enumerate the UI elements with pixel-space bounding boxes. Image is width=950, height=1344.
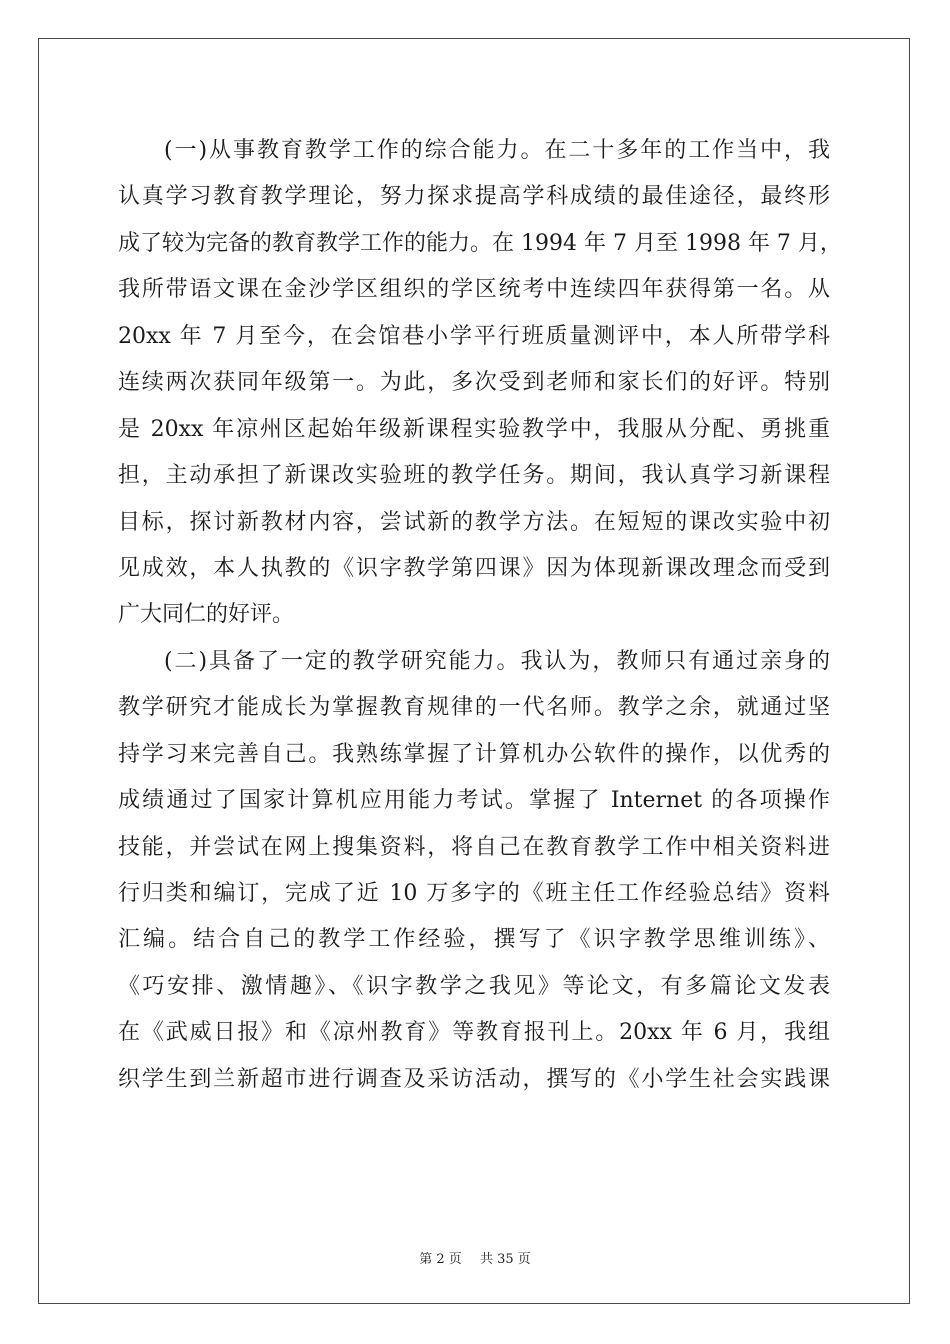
text-line: 成绩通过了国家计算机应用能力考试。掌握了 Internet 的各项操作 xyxy=(118,788,830,814)
page-number: 第 2 页 xyxy=(419,1252,462,1267)
text-line: 成了较为完备的教育教学工作的能力。在 1994 年 7 月至 1998 年 7 月， xyxy=(118,230,842,256)
text-line: 目标，探讨新教材内容，尝试新的教学方法。在短短的课改实验中初 xyxy=(118,509,830,535)
text-line: 在《武威日报》和《凉州教育》等教育报刊上。20xx 年 6 月，我组 xyxy=(118,1020,830,1046)
text-line: 持学习来完善自己。我熟练掌握了计算机办公软件的操作，以优秀的 xyxy=(118,741,830,767)
text-line: (二)具备了一定的教学研究能力。我认为，教师只有通过亲身的 xyxy=(164,648,830,674)
text-line: 认真学习教育教学理论，努力探求提高学科成绩的最佳途径，最终形 xyxy=(118,184,830,210)
text-line: 织学生到兰新超市进行调查及采访活动，撰写的《小学生社会实践课 xyxy=(118,1066,830,1092)
text-line: 见成效，本人执教的《识字教学第四课》因为体现新课改理念而受到 xyxy=(118,555,830,581)
text-line: 连续两次获同年级第一。为此，多次受到老师和家长们的好评。特别 xyxy=(118,370,830,396)
text-line: 是 20xx 年凉州区起始年级新课程实验教学中，我服从分配、勇挑重 xyxy=(118,416,830,442)
text-line: 技能，并尝试在网上搜集资料，将自己在教育教学工作中相关资料进 xyxy=(118,834,830,860)
text-line: 担，主动承担了新课改实验班的教学任务。期间，我认真学习新课程 xyxy=(118,463,830,489)
text-line: (一)从事教育教学工作的综合能力。在二十多年的工作当中，我 xyxy=(164,138,830,163)
text-line: 20xx 年 7 月至今，在会馆巷小学平行班质量测评中，本人所带学科 xyxy=(118,323,830,349)
page-total: 共 35 页 xyxy=(479,1252,531,1267)
page-footer xyxy=(0,1248,950,1267)
text-line: 行归类和编订，完成了近 10 万多字的《班主任工作经验总结》资料 xyxy=(118,881,830,906)
document-body xyxy=(118,128,842,1103)
text-line: 汇编。结合自己的教学工作经验，撰写了《识字教学思维训练》、 xyxy=(118,927,830,953)
text-line: 广大同仁的好评。 xyxy=(118,602,295,628)
text-line: 《巧安排、激情趣》、《识字教学之我见》等论文，有多篇论文发表 xyxy=(118,973,830,999)
text-line: 教学研究才能成长为掌握教育规律的一代名师。教学之余，就通过坚 xyxy=(118,695,830,721)
text-line: 我所带语文课在金沙学区组织的学区统考中连续四年获得第一名。从 xyxy=(118,277,830,303)
